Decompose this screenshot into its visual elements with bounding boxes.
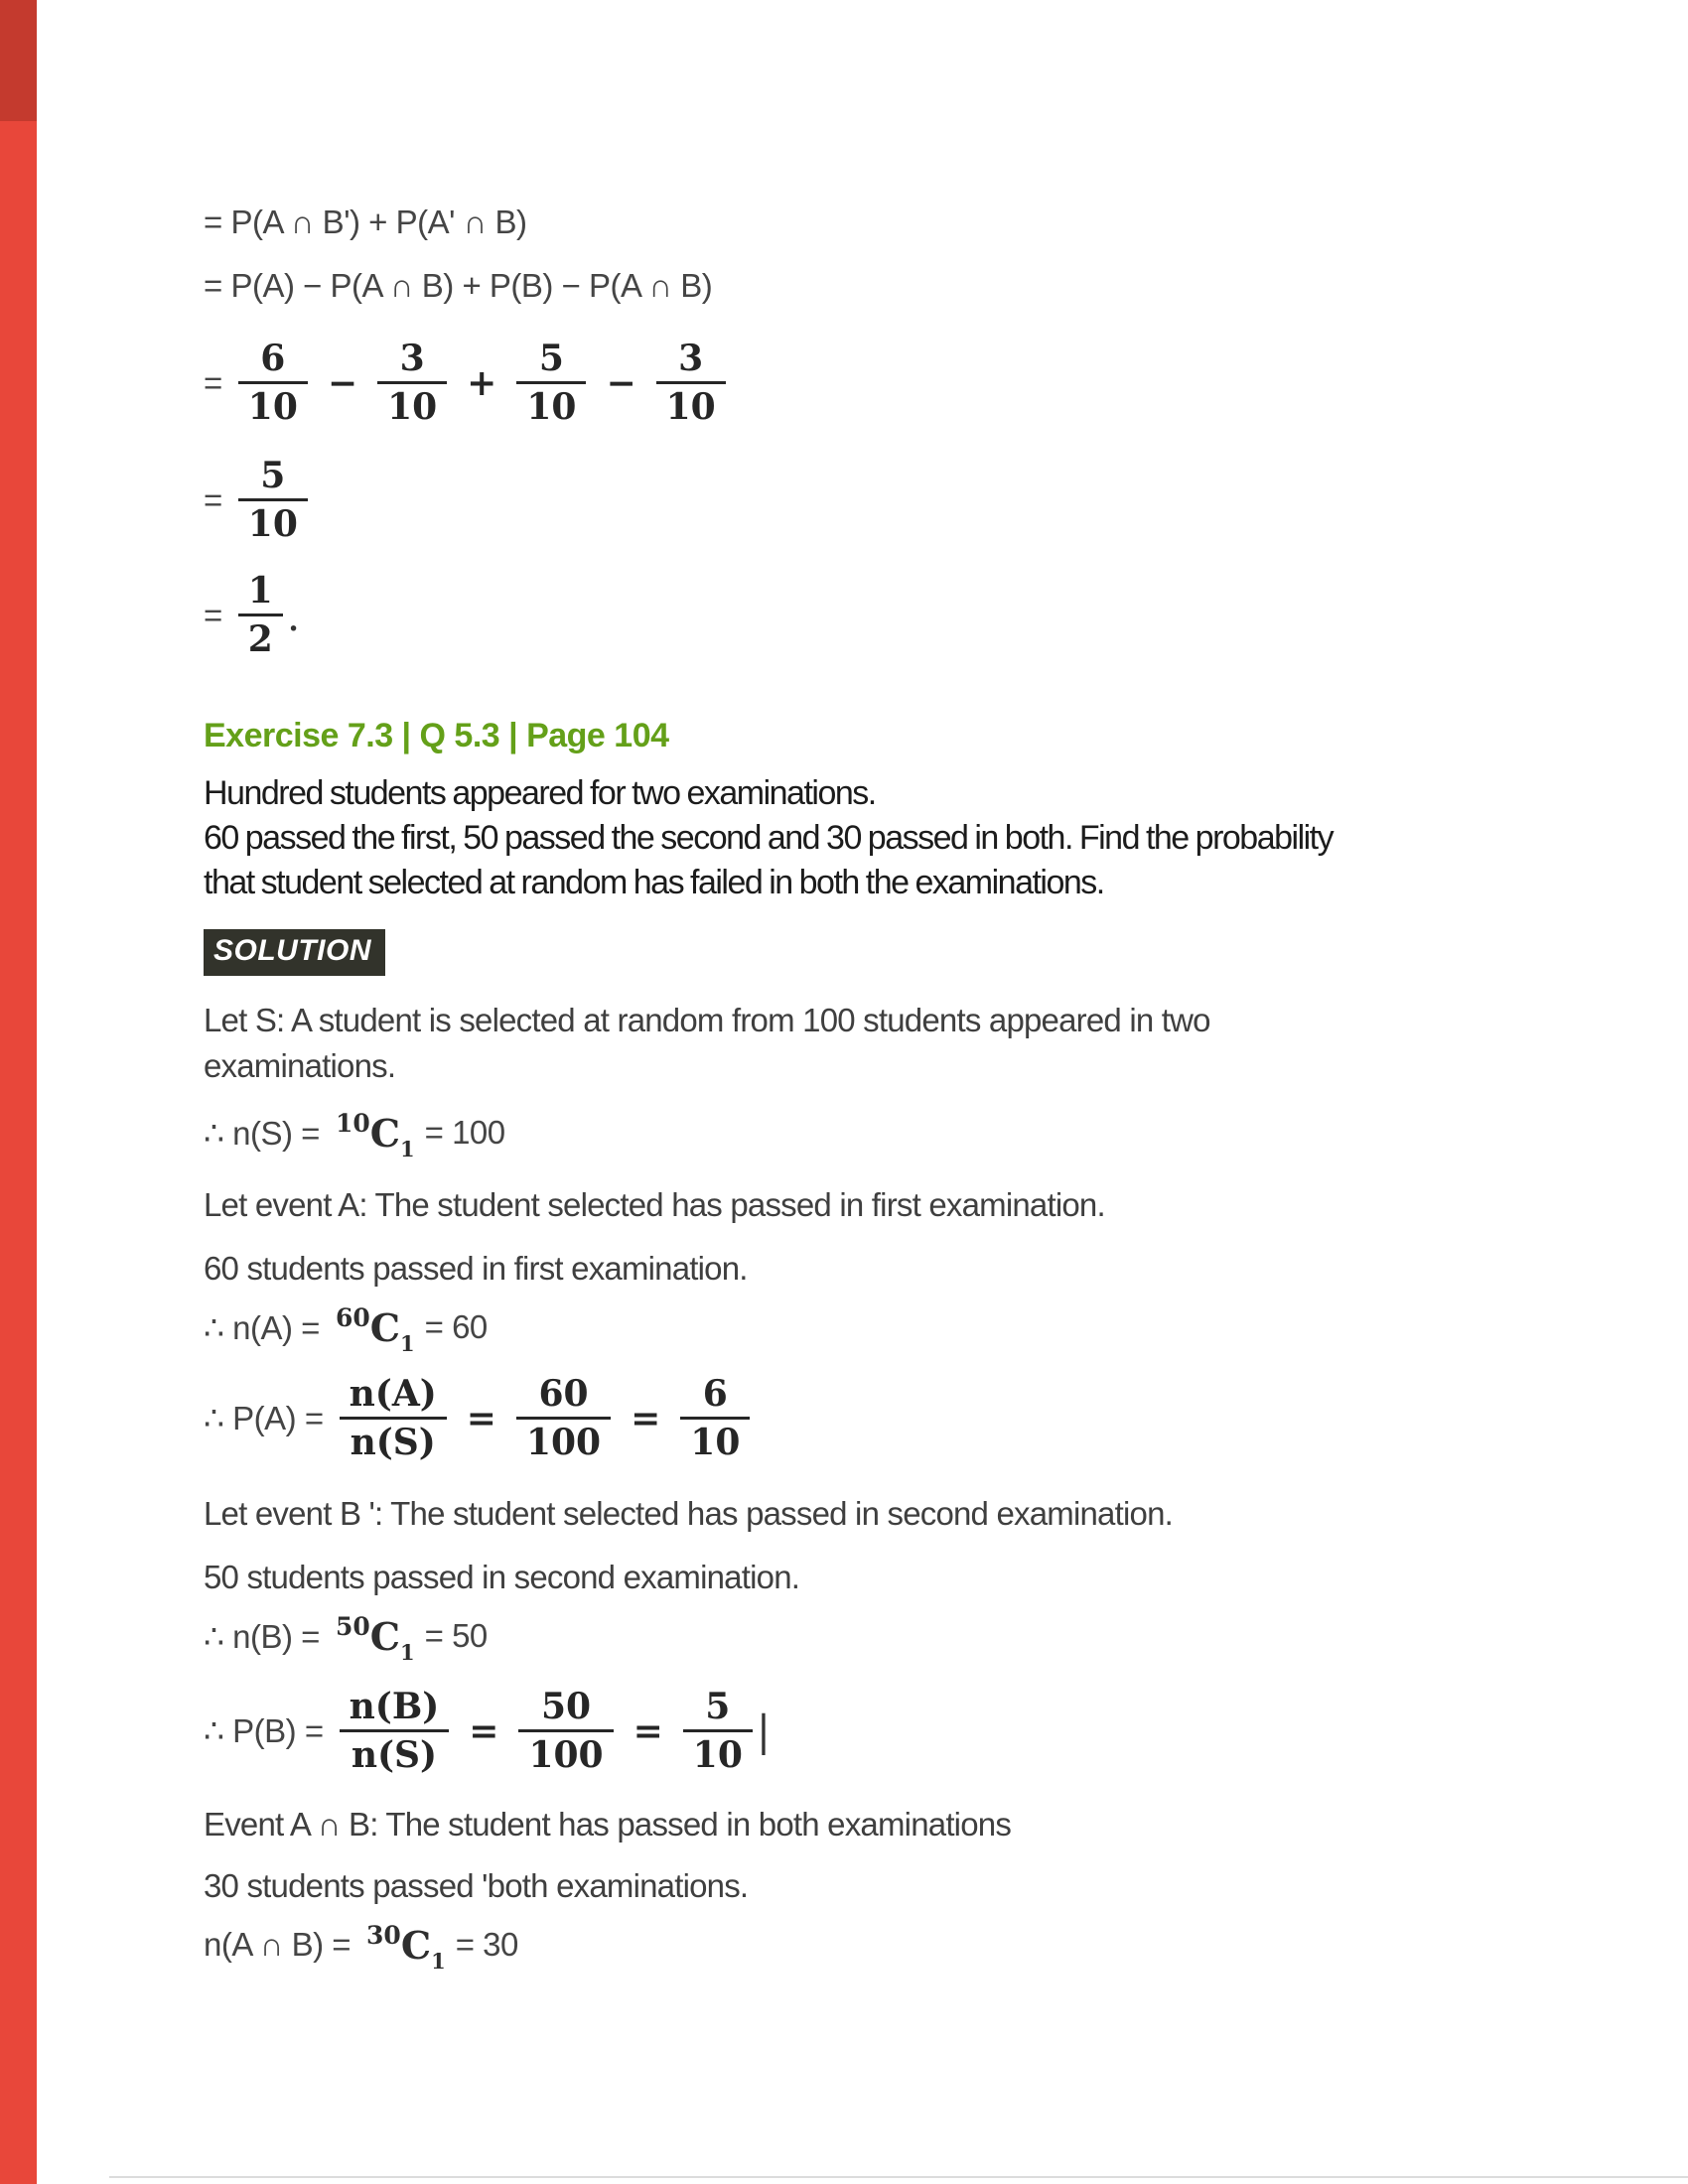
fraction (516, 1372, 611, 1463)
question-line: Hundred students appeared for two examinations. (204, 774, 876, 812)
fraction-numerator: 5 (705, 1685, 731, 1727)
fraction-numerator: 60 (538, 1372, 589, 1415)
math-text: = (204, 364, 222, 401)
combination-term: $^{60}C_1$ (335, 1302, 415, 1356)
fraction (518, 1685, 613, 1776)
fraction-denominator: 100 (518, 1729, 613, 1775)
fraction (377, 340, 447, 427)
math-text: = 30 (455, 1926, 518, 1963)
solution-badge: SOLUTION (204, 929, 385, 976)
math-text: ∴ n(B) = (204, 1617, 320, 1655)
solution-text-line: Let event A: The student selected has passed in first examination. (204, 1186, 1105, 1223)
solution-math-line-nab (204, 1919, 1494, 2030)
math-trailing-mark: . (286, 591, 301, 640)
solution-badge-row (204, 929, 1494, 976)
combination-subscript: 1 (400, 1330, 415, 1356)
fraction-numerator: 50 (540, 1685, 592, 1727)
combination-superscript: 50 (335, 1611, 370, 1641)
fraction-numerator: 6 (260, 338, 286, 380)
fraction-denominator: n(S) (340, 1729, 450, 1775)
fraction (238, 457, 308, 544)
combination-superscript: 30 (366, 1920, 401, 1950)
fraction (516, 340, 586, 427)
combination-term: $^{50}C_1$ (335, 1611, 415, 1665)
question-line: that student selected at random has failed in both the examinations. (204, 864, 1104, 901)
solution-math-line-ns (204, 1107, 1494, 1159)
math-text: = P(A ∩ B') + P(A' ∩ B) (204, 204, 527, 240)
fraction (340, 1685, 450, 1776)
math-operator: = (631, 1397, 661, 1439)
fraction (683, 1685, 753, 1776)
fraction-numerator: 6 (702, 1372, 728, 1415)
math-text: ∴ P(B) = (204, 1712, 324, 1749)
fraction-numerator: 5 (538, 338, 564, 380)
math-operator: + (467, 362, 497, 404)
math-operator: − (606, 362, 636, 404)
math-text: = 50 (424, 1617, 488, 1654)
math-text: = P(A) − P(A ∩ B) + P(B) − P(A ∩ B) (204, 267, 713, 304)
solution-text-line: 30 students passed 'both examinations. (204, 1867, 749, 1904)
fraction (238, 572, 283, 659)
math-text: ∴ n(A) = (204, 1308, 320, 1346)
combination-term: $^{10}C_1$ (335, 1108, 415, 1161)
fraction (656, 340, 726, 427)
fraction-denominator: 2 (238, 614, 283, 659)
math-text: ∴ P(A) = (204, 1400, 324, 1436)
combination-superscript: 60 (335, 1302, 370, 1332)
fraction (340, 1372, 447, 1463)
solution-text-line: Event A ∩ B: The student has passed in both examinations (204, 1806, 1012, 1843)
fraction-numerator: n(A) (349, 1372, 437, 1415)
fraction-denominator: n(S) (340, 1417, 447, 1462)
math-operator: − (327, 362, 358, 404)
fraction-numerator: 5 (260, 455, 286, 497)
solution-math-line-nb (204, 1610, 1494, 1665)
derivation-fraction-line (204, 451, 1494, 550)
fraction-numerator: 3 (678, 338, 704, 380)
fraction-numerator: 1 (247, 570, 273, 613)
left-edge-strip (0, 0, 37, 2184)
solution-text-line: 50 students passed in second examination. (204, 1559, 800, 1595)
exercise-heading: Exercise 7.3 | Q 5.3 | Page 104 (204, 717, 669, 754)
fraction-denominator: 10 (516, 381, 586, 427)
math-text: = (204, 597, 222, 633)
fraction-denominator: 10 (680, 1417, 750, 1462)
derivation-line (204, 264, 1494, 308)
fraction-denominator: 10 (656, 381, 726, 427)
solution-math-line-pb (204, 1674, 1494, 1788)
derivation-fraction-line (204, 566, 1494, 665)
fraction-numerator: n(B) (349, 1685, 440, 1727)
fraction (680, 1372, 750, 1463)
fraction-denominator: 10 (683, 1729, 753, 1775)
bottom-divider (109, 2176, 1688, 2178)
math-trailing-mark: | (756, 1706, 772, 1755)
fraction-denominator: 10 (377, 381, 447, 427)
solution-text-line: Let event B ': The student selected has passed in second examination. (204, 1495, 1173, 1532)
combination-superscript: 10 (335, 1108, 370, 1138)
math-text: n(A ∩ B) = (204, 1926, 352, 1963)
math-text: = (204, 481, 222, 518)
solution-intro-line: Let S: A student is selected at random from 100 students appeared in two (204, 1002, 1210, 1038)
question-text (204, 771, 1494, 905)
fraction-denominator: 100 (516, 1417, 611, 1462)
math-text: ∴ n(S) = (204, 1114, 320, 1152)
combination-subscript: 1 (400, 1639, 415, 1665)
math-operator: = (466, 1397, 496, 1439)
derivation-line (204, 201, 1494, 244)
fraction-denominator: 10 (238, 381, 308, 427)
fraction-numerator: 3 (399, 338, 425, 380)
page-content (204, 0, 1494, 2030)
combination-term: $^{30}C_1$ (366, 1920, 446, 1974)
solution-intro-line: examinations. (204, 1047, 396, 1084)
math-operator: = (469, 1709, 499, 1752)
derivation-fraction-line (204, 334, 1494, 433)
solution-math-line-na (204, 1301, 1494, 1356)
fraction-denominator: 10 (238, 498, 308, 544)
solution-text-line: 60 students passed in first examination. (204, 1250, 748, 1287)
left-edge-strip-top (0, 0, 37, 121)
math-text: = 60 (424, 1308, 488, 1345)
combination-subscript: 1 (400, 1136, 415, 1161)
math-text: = 100 (424, 1114, 505, 1151)
combination-subscript: 1 (431, 1948, 446, 1974)
solution-math-line-pa (204, 1361, 1494, 1475)
math-operator: = (633, 1709, 663, 1752)
question-line: 60 passed the first, 50 passed the second and 30 passed in both. Find the probability (204, 819, 1334, 857)
fraction (238, 340, 308, 427)
